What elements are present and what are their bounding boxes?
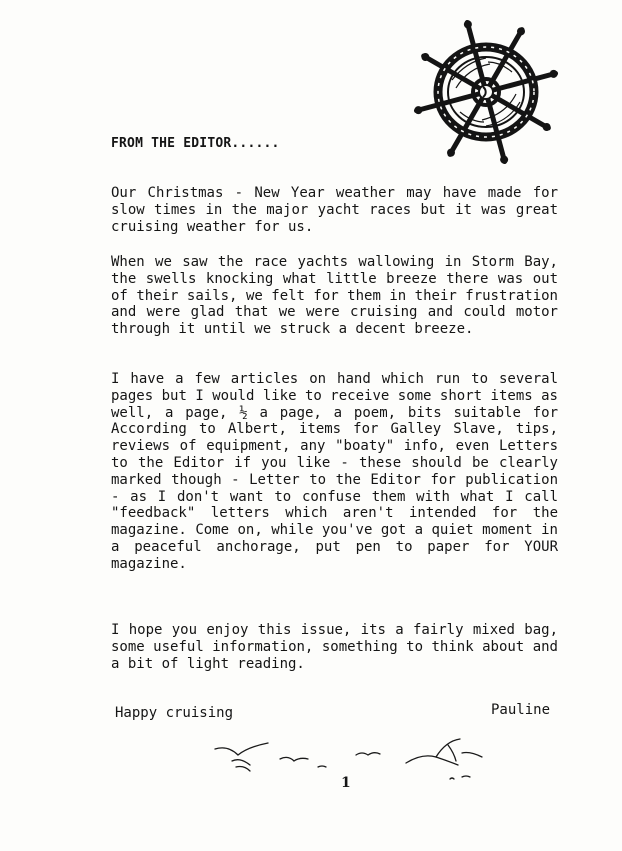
page-number: 1 bbox=[341, 775, 351, 791]
editorial-paragraph-4 bbox=[111, 622, 558, 672]
ships-wheel-icon bbox=[408, 12, 560, 164]
paragraph-text: Our Christmas - New Year weather may have made for slow times in the major yacht races but it was great cruising weather for us. bbox=[111, 185, 558, 235]
paragraph-text: When we saw the race yachts wallowing in Storm Bay, the swells knocking what little breeze there was out of their sails, we felt for them in their frustration and were glad that we were cruising and could motor through it until we struck a decent breeze. bbox=[111, 254, 558, 338]
paragraph-text: I have a few articles on hand which run to several pages but I would like to receive some short items as well, a page, ½ a page, a poem, bits suitable for According to Albert, items for Galley Slave, tips, reviews of equipment, any "boaty" info, even Letters to the Editor if you like - these should be clearly marked though - Letter to the Editor for publication - as I don't want to confuse them with what I call "feedback" letters which aren't intended for the magazine. Come on, while you've got a quiet moment in a peaceful anchorage, put pen to paper for YOUR magazine. bbox=[111, 371, 558, 572]
paragraph-text: I hope you enjoy this issue, its a fairly mixed bag, some useful information, something to think about and a bit of light reading. bbox=[111, 622, 558, 672]
closing-line: Happy cruising bbox=[115, 705, 234, 721]
editorial-paragraph-3 bbox=[111, 371, 558, 573]
page-title: FROM THE EDITOR...... bbox=[111, 136, 280, 151]
seagulls-icon bbox=[210, 735, 500, 790]
editorial-paragraph-2 bbox=[111, 254, 558, 338]
editor-signature: Pauline bbox=[491, 702, 551, 718]
editorial-paragraph-1 bbox=[111, 185, 558, 235]
